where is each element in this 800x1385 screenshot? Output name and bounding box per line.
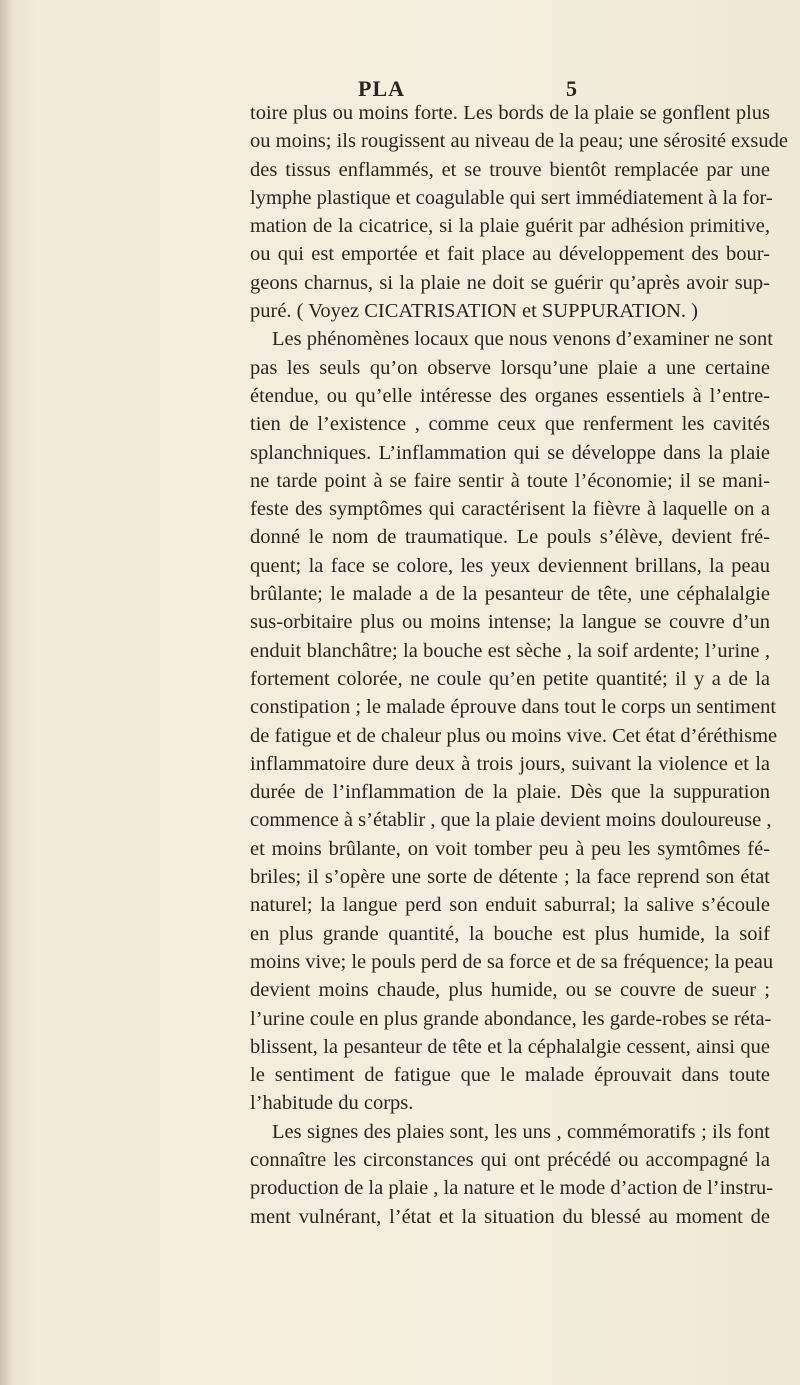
text-line: feste des symptômes qui caractérisent la fièvre à laquelle on a [250, 498, 770, 521]
text-line: de fatigue et de chaleur plus ou moins vive. Cet état d’éréthisme [250, 724, 778, 747]
text-line: ou qui est emportée et fait place au développement des bour- [250, 243, 770, 266]
text-line: constipation ; le malade éprouve dans tout le corps un sentiment [250, 696, 777, 719]
page-number: 5 [566, 76, 578, 101]
text-line: puré. ( Voyez CICATRISATION et SUPPURATION. ) [250, 300, 698, 323]
text-line: blissent, la pesanteur de tête et la céphalalgie cessent, ainsi que [250, 1035, 770, 1058]
text-line: naturel; la langue perd son enduit saburral; la salive s’écoule [250, 894, 770, 917]
page-edge-shadow [0, 0, 14, 1385]
text-line: l’habitude du corps. [250, 1092, 414, 1115]
text-line: briles; il s’opère une sorte de détente ; la face reprend son état [250, 866, 770, 889]
text-line: sus-orbitaire plus ou moins intense; la langue se couvre d’un [250, 611, 770, 634]
text-line: durée de l’inflammation de la plaie. Dès que la suppuration [250, 781, 770, 804]
text-line: production de la plaie , la nature et le mode d’action de l’instru- [250, 1177, 774, 1200]
text-line: lymphe plastique et coagulable qui sert immédiatement à la for- [250, 186, 773, 209]
text-line: étendue, ou qu’elle intéresse des organes essentiels à l’entre- [250, 384, 770, 407]
text-line: l’urine coule en plus grande abondance, les garde-robes se réta- [250, 1007, 772, 1030]
text-line: ment vulnérant, l’état et la situation du blessé au moment de [250, 1205, 770, 1228]
text-line: donné le nom de traumatique. Le pouls s’élève, devient fré- [250, 526, 770, 549]
text-line: inflammatoire dure deux à trois jours, suivant la violence et la [250, 752, 770, 775]
text-line: ne tarde point à se faire sentir à toute l’économie; il se mani- [250, 469, 770, 492]
text-line: et moins brûlante, on voit tomber peu à peu les symtômes fé- [250, 837, 770, 860]
text-line: brûlante; le malade a de la pesanteur de tête, une céphalalgie [250, 583, 770, 606]
text-line: Les signes des plaies sont, les uns , commémoratifs ; ils font [272, 1120, 770, 1143]
body-text [250, 99, 789, 1231]
text-line: mation de la cicatrice, si la plaie guérit par adhésion primitive, [250, 215, 770, 238]
text-line: des tissus enflammés, et se trouve bientôt remplacée par une [250, 158, 770, 181]
text-line: enduit blanchâtre; la bouche est sèche , la soif ardente; l’urine , [250, 639, 770, 662]
text-line: moins vive; le pouls perd de sa force et de sa fréquence; la peau [250, 950, 774, 973]
running-head: PLA [358, 76, 405, 101]
text-line: pas les seuls qu’on observe lorsqu’une plaie a une certaine [250, 356, 770, 379]
text-line: splanchniques. L’inflammation qui se développe dans la plaie [250, 441, 770, 464]
text-line: geons charnus, si la plaie ne doit se guérir qu’après avoir sup- [250, 271, 770, 294]
text-line: en plus grande quantité, la bouche est plus humide, la soif [250, 922, 770, 945]
text-line: devient moins chaude, plus humide, ou se couvre de sueur ; [250, 979, 770, 1002]
text-line: quent; la face se colore, les yeux deviennent brillans, la peau [250, 554, 770, 577]
text-line: toire plus ou moins forte. Les bords de la plaie se gonflent plus [250, 102, 770, 124]
text-line: fortement colorée, ne coule qu’en petite quantité; il y a de la [250, 667, 770, 690]
text-line: tien de l’existence , comme ceux que renferment les cavités [250, 413, 770, 436]
text-line: ou moins; ils rougissent au niveau de la peau; une sérosité exsude [250, 130, 789, 153]
text-line: Les phénomènes locaux que nous venons d’examiner ne sont [272, 328, 773, 351]
text-line: le sentiment de fatigue que le malade éprouvait dans toute [250, 1064, 770, 1087]
text-line: commence à s’établir , que la plaie devient moins douloureuse , [250, 809, 772, 832]
text-line: connaître les circonstances qui ont précédé ou accompagné la [250, 1148, 770, 1171]
